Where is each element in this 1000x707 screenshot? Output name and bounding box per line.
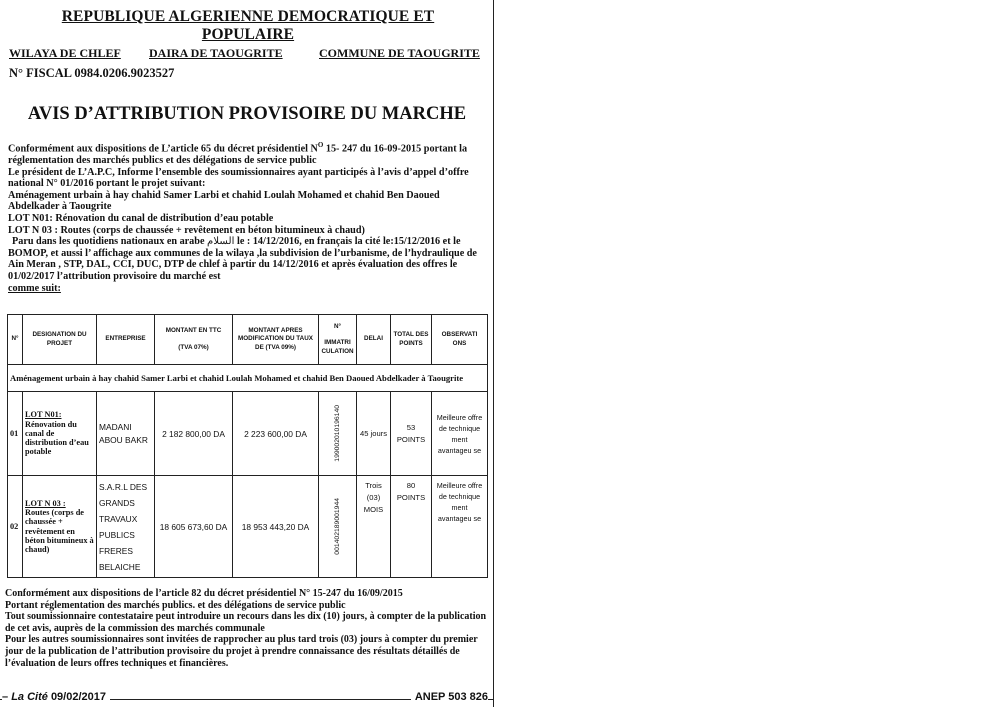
col-header-montant-ttc: MONTANT EN TTC (TVA 07%) [155, 315, 233, 365]
consultation-paragraph: Pour les autres soumissionnaires sont invitées de rapprocher au plus tard trois (03) jours à compter du premier jour de la publication de l’attribution provisoire du projet à prendre connaissance des résultats détaillés de l’évaluation de leurs offres techniques et financières. [5, 634, 478, 669]
president-statement: Le président de L’A.P.C, Informe l’ensemble des soumissionnaires ayant participés à l’avis d’appel d’offre national N° 01/2016 portant le projet suivant: [8, 166, 469, 190]
award-table [7, 314, 488, 578]
montant-modif-cell: 18 953 443,20 DA [233, 476, 319, 578]
table-row [8, 476, 488, 578]
delai-cell: 45 jours [357, 392, 391, 476]
observations-cell: Meilleure offre de technique ment avantageu se [432, 392, 488, 476]
col-header-montant-modif: MONTANT APRES MODIFICATION DU TAUX DE (TVA 09%) [233, 315, 319, 365]
entreprise-cell: MADANI ABOU BAKR [97, 392, 155, 476]
appeal-notice [5, 588, 489, 669]
republic-title: REPUBLIQUE ALGERIENNE DEMOCRATIQUE ET POPULAIRE [61, 8, 435, 43]
col-header-observations: OBSERVATI ONS [432, 315, 488, 365]
regulation-line: Portant réglementation des marchés publics. et des délégations de service public [5, 599, 346, 611]
publication-footer [0, 691, 494, 707]
publication-details: Paru dans les quotidiens nationaux en arabe السلام le : 14/12/2016, en français la cité le:15/12/2016 et le BOMOP, et aussi l’ affichage aux communes de la wilaya ,la subdivision de l’urbanisme, de l’hydraulique de Ain Meran , STP, DAL, CCI, DUC, DTP de chlef à partir du 14/12/2016 et après évaluation des offres le 01/02/2017 l’attribution provisoire du marché est [8, 236, 477, 282]
row-number: 01 [8, 392, 23, 476]
montant-ttc-cell: 18 605 673,60 DA [155, 476, 233, 578]
newspaper-credit: – La Cité 09/02/2017 [2, 691, 110, 703]
project-description: Aménagement urbain à hay chahid Samer Larbi et chahid Loulah Mohamed et chahid Ben Daoued Abdelkader à Taougrite [8, 189, 440, 213]
lot-cell: LOT N01: Rénovation du canal de distribution d’eau potable [23, 392, 97, 476]
fiscal-number: N° FISCAL 0984.0206.9023527 [9, 66, 175, 80]
col-header-immatriculation: N° IMMATRI CULATION [319, 315, 357, 365]
commune-label: COMMUNE DE TAOUGRITE [319, 46, 480, 60]
col-header-delai: DELAI [357, 315, 391, 365]
decree-82-reference: Conformément aux dispositions de l’article 82 du décret présidentiel N° 15-247 du 16/09/2015 [5, 588, 403, 599]
row-number: 02 [8, 476, 23, 578]
total-points-cell: 53 POINTS [391, 392, 432, 476]
montant-ttc-cell: 2 182 800,00 DA [155, 392, 233, 476]
total-points-cell: 80 POINTS [391, 476, 432, 578]
table-row [8, 392, 488, 476]
entreprise-cell: S.A.R.L DES GRANDS TRAVAUX PUBLICS FRERES BELAICHE [97, 476, 155, 578]
notice-body [8, 140, 484, 294]
daira-label: DAIRA DE TAOUGRITE [149, 46, 283, 60]
newspaper-clipping [0, 0, 494, 707]
notice-title: AVIS D’ATTRIBUTION PROVISOIRE DU MARCHE [27, 104, 467, 124]
lot-1-description: LOT N01: Rénovation du canal de distribution d’eau potable [8, 212, 274, 224]
montant-modif-cell: 2 223 600,00 DA [233, 392, 319, 476]
col-header-num: N° [8, 315, 23, 365]
appeal-paragraph: Tout soumissionnaire contestataire peut introduire un recours dans les dix (10) jours, à compter de la publication de cet avis, auprès de la commission des marchés communale [5, 611, 487, 634]
table-header-row [8, 315, 488, 365]
immatriculation-cell: 199002010196140 [319, 392, 357, 476]
anep-reference: ANEP 503 826 [411, 691, 488, 703]
immatriculation-cell: 001402189001944 [319, 476, 357, 578]
as-follows-label: comme suit: [8, 282, 61, 294]
decree-reference: Conformément aux dispositions de L’article 65 du décret présidentiel $N^O$ 15- 247 du 16-09-2015 portant la réglementation des marchés publics et des délégations de service public [8, 141, 468, 166]
project-row: Aménagement urbain à hay chahid Samer Larbi et chahid Loulah Mohamed et chahid Ben Daoued Abdelkader à Taougrite [8, 365, 488, 392]
wilaya-label: WILAYA DE CHLEF [9, 46, 121, 60]
delai-cell: Trois (03) MOIS [357, 476, 391, 578]
lot-3-description: LOT N 03 : Routes (corps de chaussée + revêtement en béton bitumineux à chaud) [8, 224, 365, 236]
col-header-designation: DESIGNATION DU PROJET [23, 315, 97, 365]
col-header-entreprise: ENTREPRISE [97, 315, 155, 365]
lot-cell: LOT N 03 : Routes (corps de chaussée + revêtement en béton bitumineux à chaud) [23, 476, 97, 578]
observations-cell: Meilleure offre de technique ment avantageu se [432, 476, 488, 578]
col-header-total: TOTAL DES POINTS [391, 315, 432, 365]
